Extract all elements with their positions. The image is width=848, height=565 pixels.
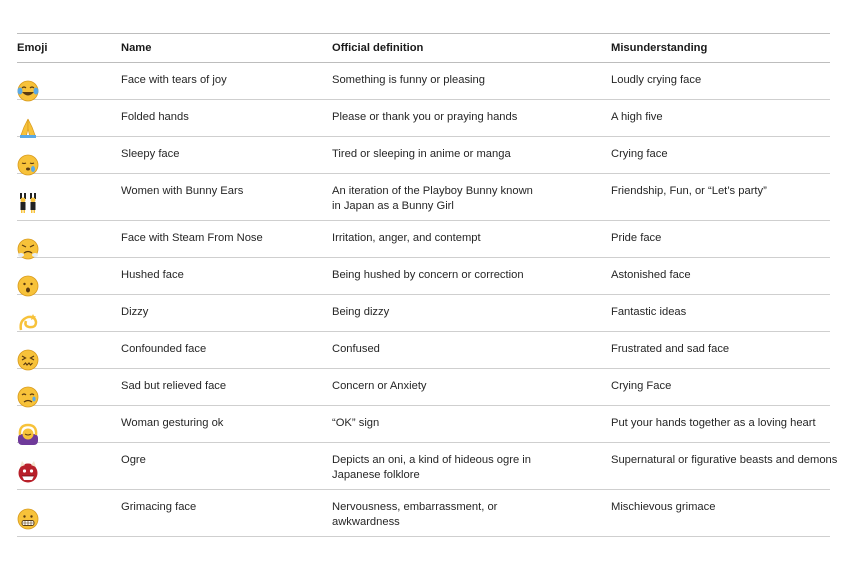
name-cell: Hushed face: [121, 269, 184, 281]
misunderstanding-cell: Put your hands together as a loving heart: [611, 417, 816, 429]
name-cell: Dizzy: [121, 306, 149, 318]
name-cell: Grimacing face: [121, 501, 197, 513]
women-with-bunny-ears-icon: [17, 192, 39, 214]
woman-gesturing-ok-icon: [17, 423, 39, 445]
face-with-steam-from-nose-icon: [17, 238, 39, 260]
name-cell: Face with Steam From Nose: [121, 232, 263, 244]
definition-line: in Japan as a Bunny Girl: [332, 200, 454, 212]
definition-cell: [332, 184, 602, 214]
sleepy-face-icon: [17, 154, 39, 176]
definition-line: awkwardness: [332, 516, 400, 528]
misunderstanding-cell: Frustrated and sad face: [611, 343, 730, 355]
table-row: [17, 443, 838, 490]
sad-but-relieved-face-icon: [17, 386, 39, 408]
table-row: [17, 369, 830, 406]
header-misunderstanding: Misunderstanding: [611, 42, 708, 54]
hushed-face-icon: [17, 275, 39, 297]
name-cell: Woman gesturing ok: [121, 417, 224, 429]
name-cell: Confounded face: [121, 343, 207, 355]
definition-cell: [332, 231, 602, 246]
misunderstanding-cell: Mischievous grimace: [611, 501, 716, 513]
table-row: [17, 221, 830, 258]
misunderstanding-cell: Astonished face: [611, 269, 691, 281]
face-with-tears-of-joy-icon: [17, 80, 39, 102]
definition-line: An iteration of the Playboy Bunny known: [332, 185, 533, 197]
table-row: [17, 174, 830, 221]
ogre-icon: [17, 461, 39, 483]
table-row: [17, 100, 830, 137]
table-row: [17, 490, 830, 537]
folded-hands-icon: [17, 117, 39, 139]
definition-line: Irritation, anger, and contempt: [332, 232, 481, 244]
definition-line: Something is funny or pleasing: [332, 74, 485, 86]
table-row: [17, 332, 830, 369]
header-definition: Official definition: [332, 42, 424, 54]
definition-line: Being dizzy: [332, 306, 390, 318]
definition-line: Japanese folklore: [332, 469, 420, 481]
definition-cell: [332, 110, 602, 125]
table-header-row: [17, 34, 830, 63]
confounded-face-icon: [17, 349, 39, 371]
definition-line: Depicts an oni, a kind of hideous ogre in: [332, 454, 532, 466]
emoji-table: [17, 33, 838, 537]
table-row: [17, 406, 830, 443]
table-row: [17, 258, 830, 295]
definition-cell: [332, 500, 602, 530]
name-cell: Ogre: [121, 454, 146, 466]
definition-cell: [332, 342, 602, 357]
header-emoji: Emoji: [17, 42, 48, 54]
definition-line: Nervousness, embarrassment, or: [332, 501, 498, 513]
misunderstanding-cell: Friendship, Fun, or “Let’s party”: [611, 185, 767, 197]
table-row: [17, 295, 830, 332]
definition-cell: [332, 453, 602, 483]
misunderstanding-cell: Fantastic ideas: [611, 306, 687, 318]
name-cell: Women with Bunny Ears: [121, 185, 244, 197]
misunderstanding-cell: Crying Face: [611, 380, 672, 392]
table-body: [17, 63, 838, 537]
definition-line: Being hushed by concern or correction: [332, 269, 524, 281]
dizzy-icon: [17, 312, 39, 334]
definition-line: Tired or sleeping in anime or manga: [332, 148, 511, 160]
name-cell: Sad but relieved face: [121, 380, 227, 392]
definition-line: Concern or Anxiety: [332, 380, 427, 392]
name-cell: Folded hands: [121, 111, 189, 123]
definition-line: Please or thank you or praying hands: [332, 111, 518, 123]
table-row: [17, 63, 830, 100]
misunderstanding-cell: Pride face: [611, 232, 662, 244]
header-name: Name: [121, 42, 152, 54]
definition-cell: [332, 73, 602, 88]
name-cell: Sleepy face: [121, 148, 180, 160]
definition-cell: [332, 416, 602, 431]
definition-cell: [332, 147, 602, 162]
definition-cell: [332, 268, 602, 283]
definition-line: “OK” sign: [332, 417, 380, 429]
definition-line: Confused: [332, 343, 380, 355]
misunderstanding-cell: Crying face: [611, 148, 668, 160]
misunderstanding-cell: Loudly crying face: [611, 74, 702, 86]
definition-cell: [332, 305, 602, 320]
misunderstanding-cell: A high five: [611, 111, 663, 123]
name-cell: Face with tears of joy: [121, 74, 227, 86]
misunderstanding-cell: Supernatural or figurative beasts and demons: [611, 454, 838, 466]
definition-cell: [332, 379, 602, 394]
grimacing-face-icon: [17, 508, 39, 530]
table-row: [17, 137, 830, 174]
